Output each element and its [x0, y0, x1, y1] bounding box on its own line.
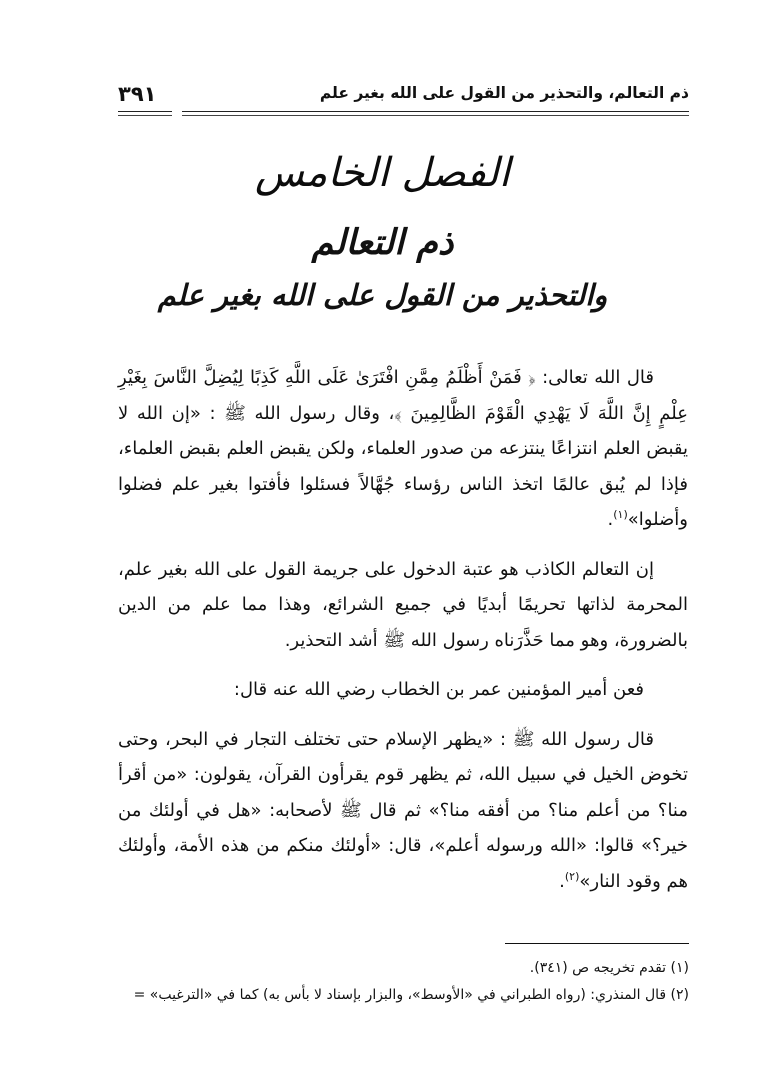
footnote-separator	[505, 943, 689, 944]
paragraph-text: قال رسول الله ﷺ : «يظهر الإسلام حتى تختلف التجار في البحر، وحتى تخوض الخيل في سبيل الله، ثم يظهر قوم يقرأون القرآن، يقولون: «من أقرأ منا؟ من أعلم منا؟ من أفقه منا؟» ثم قال ﷺ لأصحابه: «هل في أولئك من خير؟» قالوا: «الله ورسوله أعلم»، قال: «أولئك منكم من هذه الأمة، وأولئك هم وقود النار»	[118, 728, 688, 892]
punctuation: .	[559, 870, 565, 892]
paragraph-text: قال الله تعالى: ﴿ فَمَنْ أَظْلَمُ مِمَّنِ افْتَرَىٰ عَلَى اللَّهِ كَذِبًا لِيُضِلَّ النَّاسَ بِغَيْرِ عِلْمٍ إِنَّ اللَّهَ لَا يَهْدِي الْقَوْمَ الظَّالِمِينَ ﴾، وقال رسول الله ﷺ : «إن الله لا يقبض العلم انتزاعًا ينتزعه من صدور العلماء، ولكن يقبض العلم بقبض العلماء، فإذا لم يُبق عالمًا اتخذ الناس رؤساء جُهَّالاً فسئلوا فأفتوا بغير علم فضلوا وأضلوا»	[118, 367, 688, 530]
page-header	[118, 84, 689, 114]
header-rule	[182, 115, 689, 116]
paragraph: إن التعالم الكاذب هو عتبة الدخول على جريمة القول على الله بغير علم، المحرمة لذاتها تحريمًا أبديًا في جميع الشرائع، وهذا مما علم من الدين بالضرورة، وهو مما حَذَّرَناه رسول الله ﷺ أشد التحذير.	[118, 558, 688, 651]
footnote-ref: (١)	[613, 508, 628, 521]
footnote-ref: (٢)	[564, 869, 580, 883]
chapter-subtitle: والتحذير من القول على الله بغير علم	[157, 278, 608, 312]
page-number: ٣٩١	[118, 82, 157, 106]
paragraph	[118, 722, 688, 900]
punctuation: .	[607, 509, 614, 530]
body-text	[118, 360, 688, 899]
paragraph: فعن أمير المؤمنين عمر بن الخطاب رضي الله عنه قال:	[233, 679, 644, 700]
paragraph	[118, 360, 688, 538]
header-rule	[182, 111, 689, 112]
header-rule	[118, 111, 172, 112]
footnote: (٢) قال المنذري: (رواه الطبراني في «الأوسط»، والبزار بإسناد لا بأس به) كما في «الترغيب» =	[133, 987, 689, 1003]
footnote: (١) تقدم تخريجه ص (٣٤١).	[529, 960, 689, 976]
header-rule	[118, 115, 172, 116]
footnotes	[108, 955, 689, 1009]
chapter-label: الفصل الخامس	[255, 150, 510, 196]
chapter-title: ذم التعالم	[311, 222, 454, 263]
running-title: ذم التعالم، والتحذير من القول على الله بغير علم	[319, 84, 689, 102]
